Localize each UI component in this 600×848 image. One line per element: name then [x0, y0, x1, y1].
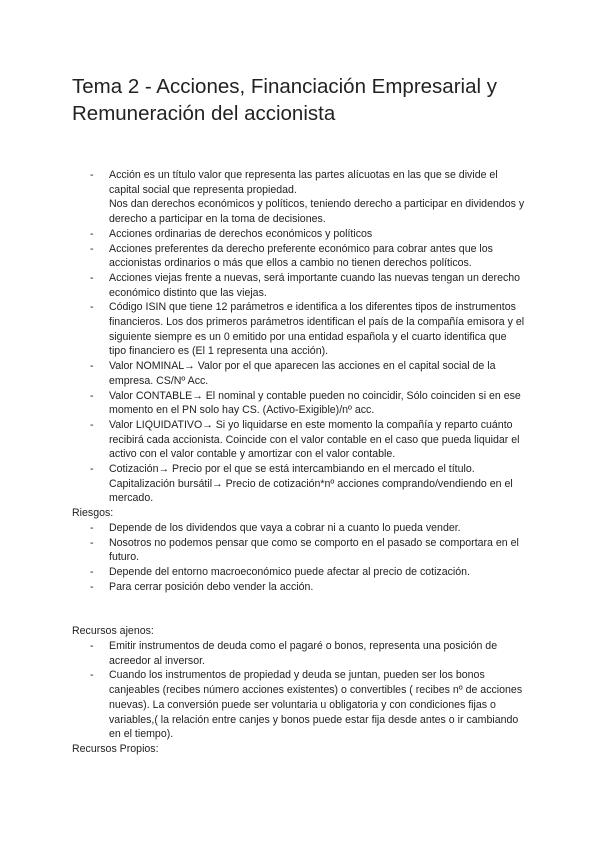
- item-text: Emitir instrumentos de deuda como el pagaré o bonos, representa una posición de acreedor al inversor.: [109, 640, 498, 667]
- item-text: Cuando los instrumentos de propiedad y deuda se juntan, pueden ser los bonos canjeables (recibes número acciones existentes) o convertibles ( recibes nº de acciones nuevas). La conversión puede ser voluntaria u obligatoria y con condiciones fijas o variables,( la relación entre canjes y bonos puede estar fija desde antes o ir cambiando en el tiempo).: [109, 669, 523, 741]
- item-text: Valor LIQUIDATIVO→ Si yo liquidarse en este momento la compañía y reparto cuánto recibirá cada accionista. Coincide con el valor contable en el caso que pueda liquidar el activo con el valor contable y amortizar con el valor contable.: [109, 418, 520, 461]
- bullet-dash: -: [90, 389, 94, 402]
- item-text: Nosotros no podemos pensar que como se comporto en el pasado se comportara en el futuro.: [109, 536, 519, 564]
- list-item: [0, 565, 525, 580]
- definitions-list: [0, 168, 525, 506]
- list-item: [0, 418, 525, 462]
- section-heading-recursos-ajenos: Recursos ajenos:: [72, 625, 154, 637]
- item-continuation: Capitalización bursátil→ Precio de cotización*nº acciones comprando/vendiendo en el mercado.: [109, 477, 513, 505]
- list-item: [0, 639, 525, 668]
- bullet-dash: -: [90, 301, 94, 314]
- list-item: [0, 168, 525, 227]
- section-heading-riesgos: Riesgos:: [72, 507, 114, 519]
- bullet-dash: -: [90, 227, 94, 240]
- bullet-dash: -: [90, 580, 94, 593]
- item-text: Depende de los dividendos que vaya a cobrar ni a cuanto lo pueda vender.: [109, 522, 461, 534]
- item-text: Cotización→ Precio por el que se está intercambiando en el mercado el título.: [109, 463, 475, 476]
- item-text: Valor CONTABLE→ El nominal y contable pueden no coincidir, Sólo coinciden si en ese momento en el PN solo hay CS. (Activo-Exigible)/nº acc.: [109, 389, 521, 417]
- recursos-ajenos-list: [0, 639, 525, 742]
- list-item: [0, 227, 525, 242]
- riesgos-list: [0, 521, 525, 595]
- bullet-dash: -: [90, 169, 94, 181]
- list-item: [0, 271, 525, 300]
- list-item: [0, 536, 525, 565]
- bullet-dash: -: [90, 271, 94, 284]
- list-item: [0, 389, 525, 418]
- bullet-dash: -: [90, 418, 94, 431]
- item-text: Valor NOMINAL→ Valor por el que aparecen las acciones en el capital social de la empresa. CS/Nº Acc.: [109, 360, 496, 387]
- bullet-dash: -: [90, 463, 94, 476]
- item-text: Depende del entorno macroeconómico puede afectar al precio de cotización.: [109, 566, 470, 579]
- item-text: Acciones preferentes da derecho preferente económico para cobrar antes que los accionistas ordinarios o más que ellos a cambio no tienen derechos políticos.: [109, 242, 493, 270]
- bullet-dash: -: [90, 640, 94, 652]
- bullet-dash: -: [90, 536, 94, 549]
- bullet-dash: -: [90, 566, 94, 579]
- page-title: Tema 2 - Acciones, Financiación Empresarial y Remuneración del accionista: [72, 75, 497, 125]
- item-continuation: Nos dan derechos económicos y políticos, teniendo derecho a participar en dividendos y derecho a participar en la toma de decisiones.: [109, 198, 525, 226]
- item-text: Acciones viejas frente a nuevas, será importante cuando las nuevas tengan un derecho económico distinto que las viejas.: [109, 271, 521, 299]
- item-text: Para cerrar posición debo vender la acción.: [109, 580, 314, 593]
- item-text: Acciones ordinarias de derechos económicos y políticos: [109, 227, 373, 240]
- bullet-dash: -: [90, 242, 94, 255]
- list-item: [0, 242, 525, 271]
- bullet-dash: -: [90, 669, 94, 682]
- list-item: [0, 521, 525, 536]
- bullet-dash: -: [90, 522, 94, 534]
- section-heading-recursos-propios: Recursos Propios:: [72, 743, 159, 755]
- list-item: [0, 359, 525, 388]
- list-item: [0, 462, 525, 506]
- item-text: Código ISIN que tiene 12 parámetros e identifica a los diferentes tipos de instrumentos financieros. Los dos primeros parámetros identifican el país de la compañía emisora y el siguiente siempre es un 0 emitido por una entidad española y el cuarto identifica que tipo financiero es (El 1 representa una acción).: [109, 301, 525, 358]
- bullet-dash: -: [90, 360, 94, 373]
- list-item: [0, 300, 525, 359]
- list-item: [0, 580, 525, 595]
- list-item: [0, 668, 525, 742]
- item-text: Acción es un título valor que representa las partes alícuotas en las que se divide el capital social que representa propiedad.: [109, 169, 498, 196]
